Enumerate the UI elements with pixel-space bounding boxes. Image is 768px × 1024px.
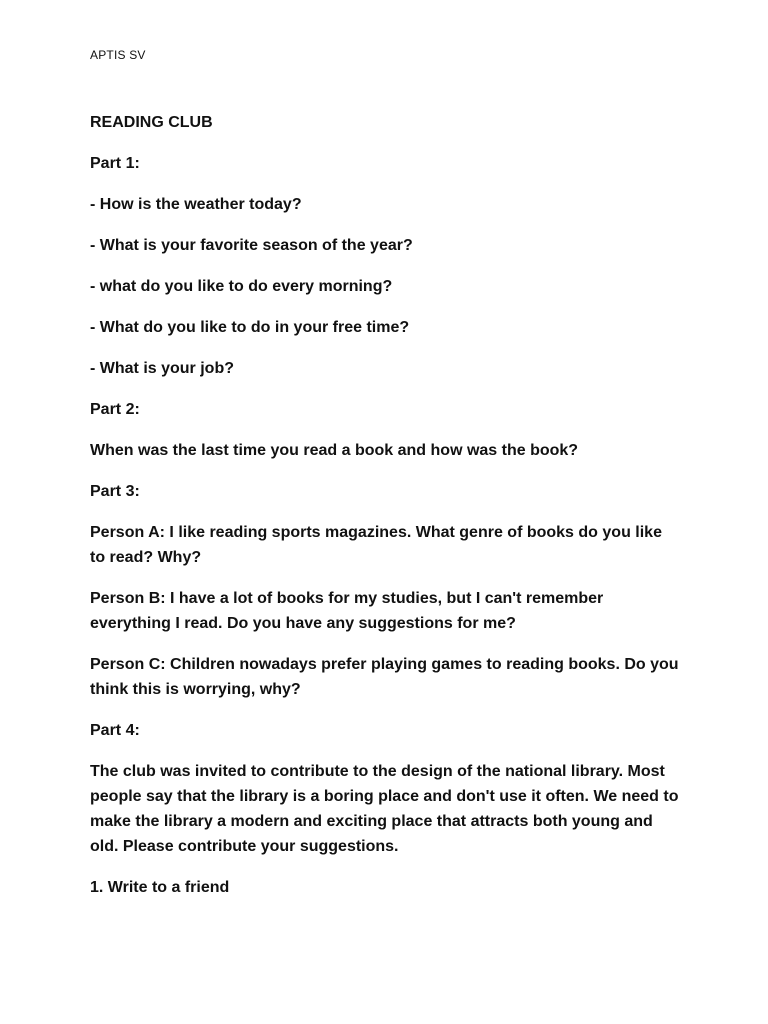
part1-question: - What do you like to do in your free time? [90,319,410,336]
part3-person-c: Person C: Children nowadays prefer playing games to reading books. Do you think this is worrying, why? [90,656,679,698]
part2-question: When was the last time you read a book and how was the book? [90,442,579,459]
part3-heading: Part 3: [90,483,140,500]
part3-person-a: Person A: I like reading sports magazines. What genre of books do you like to read? Why? [90,524,662,566]
document-body [90,110,680,916]
part2-heading: Part 2: [90,401,140,418]
part1-question: - What is your favorite season of the year? [90,237,413,254]
part1-question: - What is your job? [90,360,234,377]
part4-heading: Part 4: [90,722,140,739]
part1-question: - How is the weather today? [90,196,302,213]
part4-task: 1. Write to a friend [90,879,230,896]
document-title: READING CLUB [90,114,213,131]
page-header: APTIS SV [90,48,146,62]
part3-person-b: Person B: I have a lot of books for my studies, but I can't remember everything I read. Do you have any suggestions for me? [90,590,604,632]
part1-heading: Part 1: [90,155,140,172]
part4-prompt: The club was invited to contribute to the design of the national library. Most people say that the library is a boring place and don't use it often. We need to make the library a modern and exciting place that attracts both young and old. Please contribute your suggestions. [90,763,679,855]
part1-question: - what do you like to do every morning? [90,278,393,295]
